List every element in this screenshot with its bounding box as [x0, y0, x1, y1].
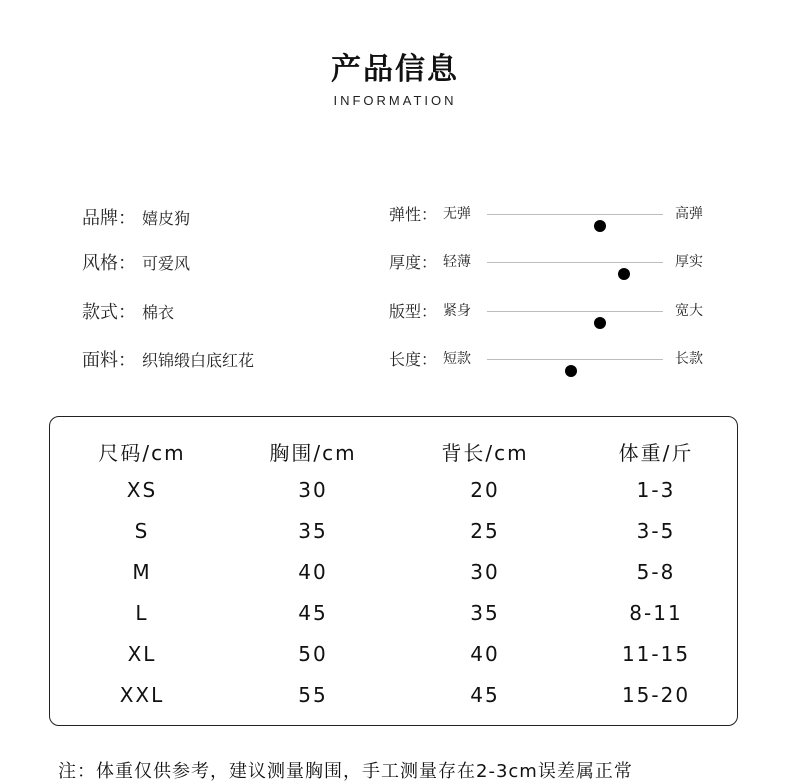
table-cell: 45	[298, 601, 328, 625]
table-cell: 45	[470, 683, 500, 707]
attribute-value: 可爱风	[142, 254, 191, 273]
table-cell: 50	[298, 642, 328, 666]
table-cell: 3-5	[636, 519, 676, 543]
table-header: 背长/cm	[441, 441, 529, 465]
scale-max-label: 宽大	[675, 303, 703, 319]
table-cell: 5-8	[636, 560, 676, 584]
table-cell: 35	[470, 601, 500, 625]
table-cell: S	[134, 519, 150, 543]
scale-indicator	[618, 268, 630, 280]
table-cell: 40	[298, 560, 328, 584]
scale-length	[389, 347, 719, 371]
attribute-value: 嬉皮狗	[142, 209, 191, 228]
table-cell: XXL	[119, 683, 165, 707]
attribute-label: 面料：	[82, 350, 136, 371]
table-cell: XL	[127, 642, 157, 666]
scale-thickness	[389, 250, 719, 274]
attribute-label: 款式：	[82, 302, 136, 323]
scale-max-label: 厚实	[675, 254, 703, 270]
scale-elasticity	[389, 202, 719, 226]
scale-label: 版型：	[389, 302, 438, 321]
attribute-style	[82, 249, 190, 275]
attribute-label: 风格：	[82, 253, 136, 274]
attribute-type	[82, 298, 174, 324]
scale-track	[487, 311, 663, 312]
scale-label: 长度：	[389, 350, 438, 369]
table-cell: 8-11	[629, 601, 683, 625]
table-header: 体重/斤	[618, 441, 694, 465]
table-cell: 1-3	[636, 478, 676, 502]
table-cell: 11-15	[621, 642, 691, 666]
footnote: 注：体重仅供参考，建议测量胸围，手工测量存在2-3cm误差属正常	[58, 761, 633, 782]
table-cell: 30	[298, 478, 328, 502]
page-title: 产品信息	[331, 52, 459, 87]
attribute-value: 棉衣	[142, 303, 175, 322]
scale-indicator	[565, 365, 577, 377]
size-table	[49, 416, 738, 726]
scale-track	[487, 214, 663, 215]
scale-min-label: 紧身	[443, 303, 471, 319]
attribute-brand	[82, 204, 190, 230]
attribute-value: 织锦缎白底红花	[142, 351, 255, 370]
page-subtitle: INFORMATION	[333, 93, 457, 108]
table-cell: 30	[470, 560, 500, 584]
scale-track	[487, 359, 663, 360]
scale-indicator	[594, 317, 606, 329]
table-cell: 35	[298, 519, 328, 543]
scale-min-label: 无弹	[443, 206, 471, 222]
table-cell: M	[132, 560, 152, 584]
table-cell: 40	[470, 642, 500, 666]
scale-max-label: 高弹	[675, 206, 703, 222]
scale-max-label: 长款	[675, 351, 703, 367]
scale-fit	[389, 299, 719, 323]
scale-min-label: 轻薄	[443, 254, 471, 270]
scale-label: 弹性：	[389, 205, 438, 224]
scale-min-label: 短款	[443, 351, 471, 367]
table-cell: 20	[470, 478, 500, 502]
scale-indicator	[594, 220, 606, 232]
table-cell: 25	[470, 519, 500, 543]
scale-label: 厚度：	[389, 253, 438, 272]
table-cell: XS	[126, 478, 158, 502]
table-header: 尺码/cm	[98, 441, 186, 465]
attribute-fabric	[82, 346, 254, 372]
table-cell: 55	[298, 683, 328, 707]
table-header: 胸围/cm	[269, 441, 357, 465]
scale-track	[487, 262, 663, 263]
table-cell: 15-20	[621, 683, 691, 707]
attribute-label: 品牌：	[82, 208, 136, 229]
table-cell: L	[135, 601, 149, 625]
